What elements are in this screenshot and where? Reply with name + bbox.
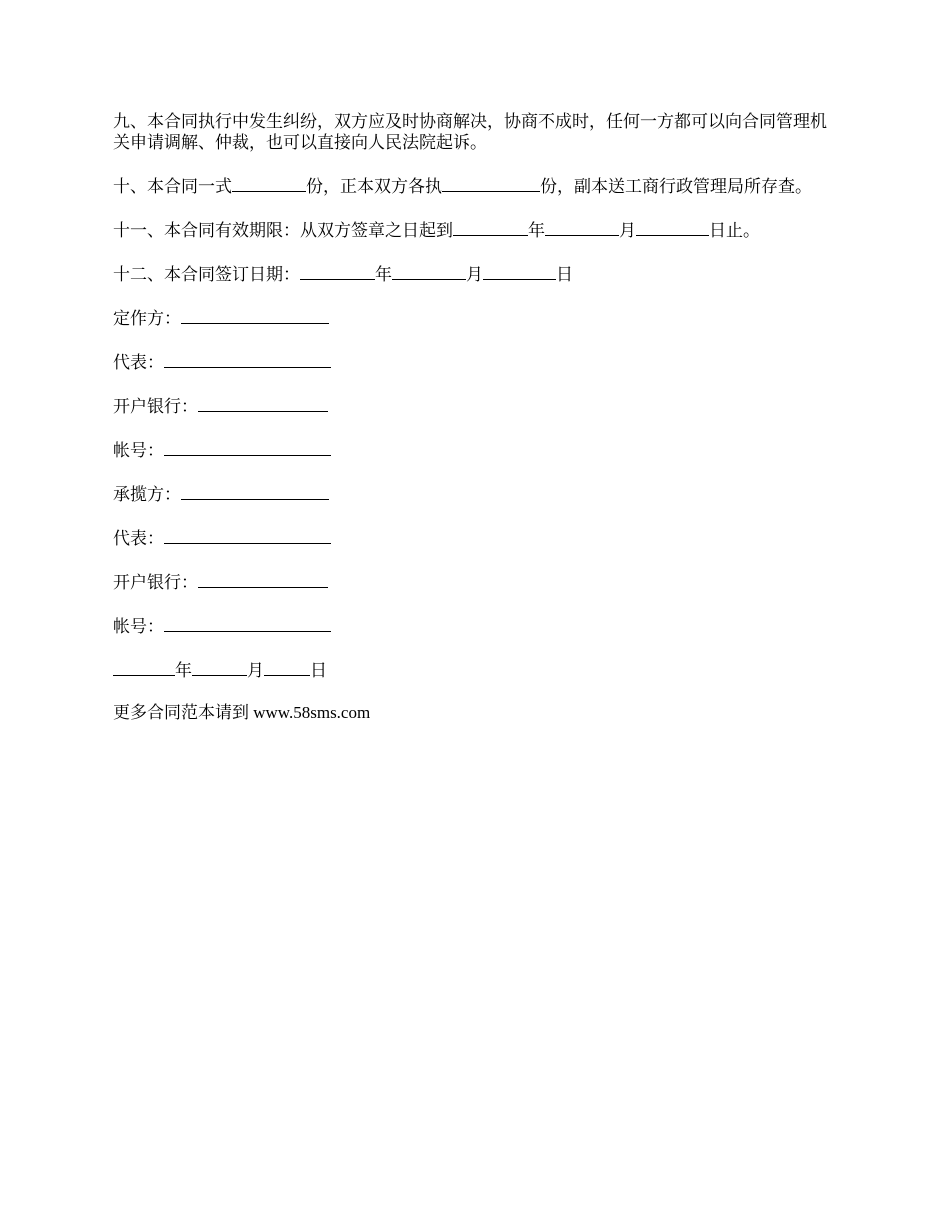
clause-10-text-c: 份，副本送工商行政管理局所存查。	[540, 177, 812, 197]
party-a-rep-field	[113, 350, 843, 374]
party-a-bank-label: 开户银行：	[113, 397, 198, 417]
clause-10-text-b: 份，正本双方各执	[306, 177, 442, 197]
clause-10-text-a: 十、本合同一式	[113, 177, 232, 197]
document-body	[113, 112, 843, 743]
party-a-bank-field	[113, 394, 843, 418]
validity-month-blank[interactable]	[545, 218, 619, 236]
clause-11-end-label: 日止。	[709, 221, 760, 241]
clause-9: 九、本合同执行中发生纠纷，双方应及时协商解决，协商不成时，任何一方都可以向合同管理机关申请调解、仲裁，也可以直接向人民法院起诉。	[113, 112, 827, 153]
clause-12-day-label: 日	[556, 265, 573, 285]
party-a-account-blank[interactable]	[164, 438, 331, 456]
clause-11-month-label: 月	[619, 221, 636, 241]
clause-12-month-label: 月	[466, 265, 483, 285]
party-b-account-blank[interactable]	[164, 614, 331, 632]
date-month-label: 月	[247, 661, 264, 681]
party-b-label: 承揽方：	[113, 485, 181, 505]
copies-total-blank[interactable]	[232, 174, 306, 192]
party-b-rep-label: 代表：	[113, 529, 164, 549]
party-a-account-field	[113, 438, 843, 462]
party-b-blank[interactable]	[181, 482, 329, 500]
signing-day-blank[interactable]	[483, 262, 556, 280]
party-b-account-label: 帐号：	[113, 617, 164, 637]
date-field	[113, 658, 843, 682]
copies-original-blank[interactable]	[442, 174, 540, 192]
clause-11-year-label: 年	[528, 221, 545, 241]
date-year-blank[interactable]	[113, 658, 175, 676]
clause-12-text-a: 十二、本合同签订日期：	[113, 265, 300, 285]
party-b-rep-blank[interactable]	[164, 526, 331, 544]
date-day-blank[interactable]	[264, 658, 310, 676]
party-b-bank-field	[113, 570, 843, 594]
validity-day-blank[interactable]	[636, 218, 709, 236]
party-b-account-field	[113, 614, 843, 638]
footer-link[interactable]: 更多合同范本请到 www.58sms.com	[113, 703, 371, 722]
date-month-blank[interactable]	[192, 658, 247, 676]
party-a-label: 定作方：	[113, 309, 181, 329]
clause-11-text-a: 十一、本合同有效期限：从双方签章之日起到	[113, 221, 453, 241]
party-a-account-label: 帐号：	[113, 441, 164, 461]
party-a-blank[interactable]	[181, 306, 329, 324]
clause-10	[113, 174, 843, 198]
party-b-field	[113, 482, 843, 506]
date-year-label: 年	[175, 661, 192, 681]
party-a-rep-label: 代表：	[113, 353, 164, 373]
party-a-rep-blank[interactable]	[164, 350, 331, 368]
clause-12	[113, 262, 843, 286]
date-day-label: 日	[310, 661, 327, 681]
party-b-bank-blank[interactable]	[198, 570, 328, 588]
party-a-field	[113, 306, 843, 330]
signing-month-blank[interactable]	[392, 262, 466, 280]
validity-year-blank[interactable]	[453, 218, 528, 236]
party-b-bank-label: 开户银行：	[113, 573, 198, 593]
signing-year-blank[interactable]	[300, 262, 375, 280]
party-a-bank-blank[interactable]	[198, 394, 328, 412]
clause-11	[113, 218, 843, 242]
clause-12-year-label: 年	[375, 265, 392, 285]
party-b-rep-field	[113, 526, 843, 550]
